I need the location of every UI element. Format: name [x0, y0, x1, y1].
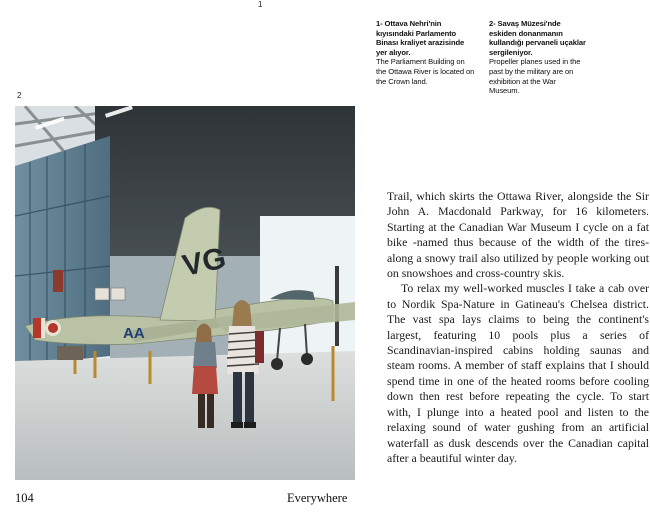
section-name: Everywhere	[287, 491, 348, 505]
fuselage-code: AA	[123, 325, 145, 342]
page-number: 104	[15, 491, 34, 505]
caption-2-turkish: 2- Savaş Müzesi'nde eskiden donanmanın kullandığı pervaneli uçaklar sergileniyor.	[489, 19, 586, 57]
war-museum-photo	[15, 106, 355, 480]
article-paragraph-1: Trail, which skirts the Ottawa River, alongside the Sir John A. Macdonald Parkway, for 16 kilometers. Starting at the Canadian War Museum I cycle on a fat bike -named thus because of the width of the tires- along a snowy trail also utilized by people working out on snowshoes and cross-country skis.	[387, 189, 649, 281]
caption-1	[376, 19, 476, 86]
article-body	[387, 189, 649, 466]
tail-code: VG	[179, 241, 229, 283]
caption-2	[489, 19, 587, 96]
caption-1-english: The Parliament Building on the Ottawa River is located on the Crown land.	[376, 57, 475, 86]
article-paragraph-2: To relax my well-worked muscles I take a cab over to Nordik Spa-Nature in Gatineau's Chelsea district. The vast spa lays claims to being the continent's largest, featuring 10 pools plus a series of Scandinavian-inspired cabins holding saunas and steam rooms. A member of staff explains that I should spend time in one of the heated rooms before cooling down then rest before repeating the cycle. To start with, I plunge into a heated pool and listen to the relaxing sound of water gushing from an artificial waterfall as dusk descends over the Canadian capital after a beautiful winter day.	[387, 281, 649, 465]
photo-marker-2: 2	[17, 91, 22, 100]
photo-marker-1: 1	[258, 0, 263, 9]
caption-2-english: Propeller planes used in the past by the military are on exhibition at the War Museum.	[489, 57, 581, 96]
caption-1-turkish: 1- Ottava Nehri'nin kıyısındaki Parlamento Binası kraliyet arazisinde yer alıyor.	[376, 19, 465, 57]
